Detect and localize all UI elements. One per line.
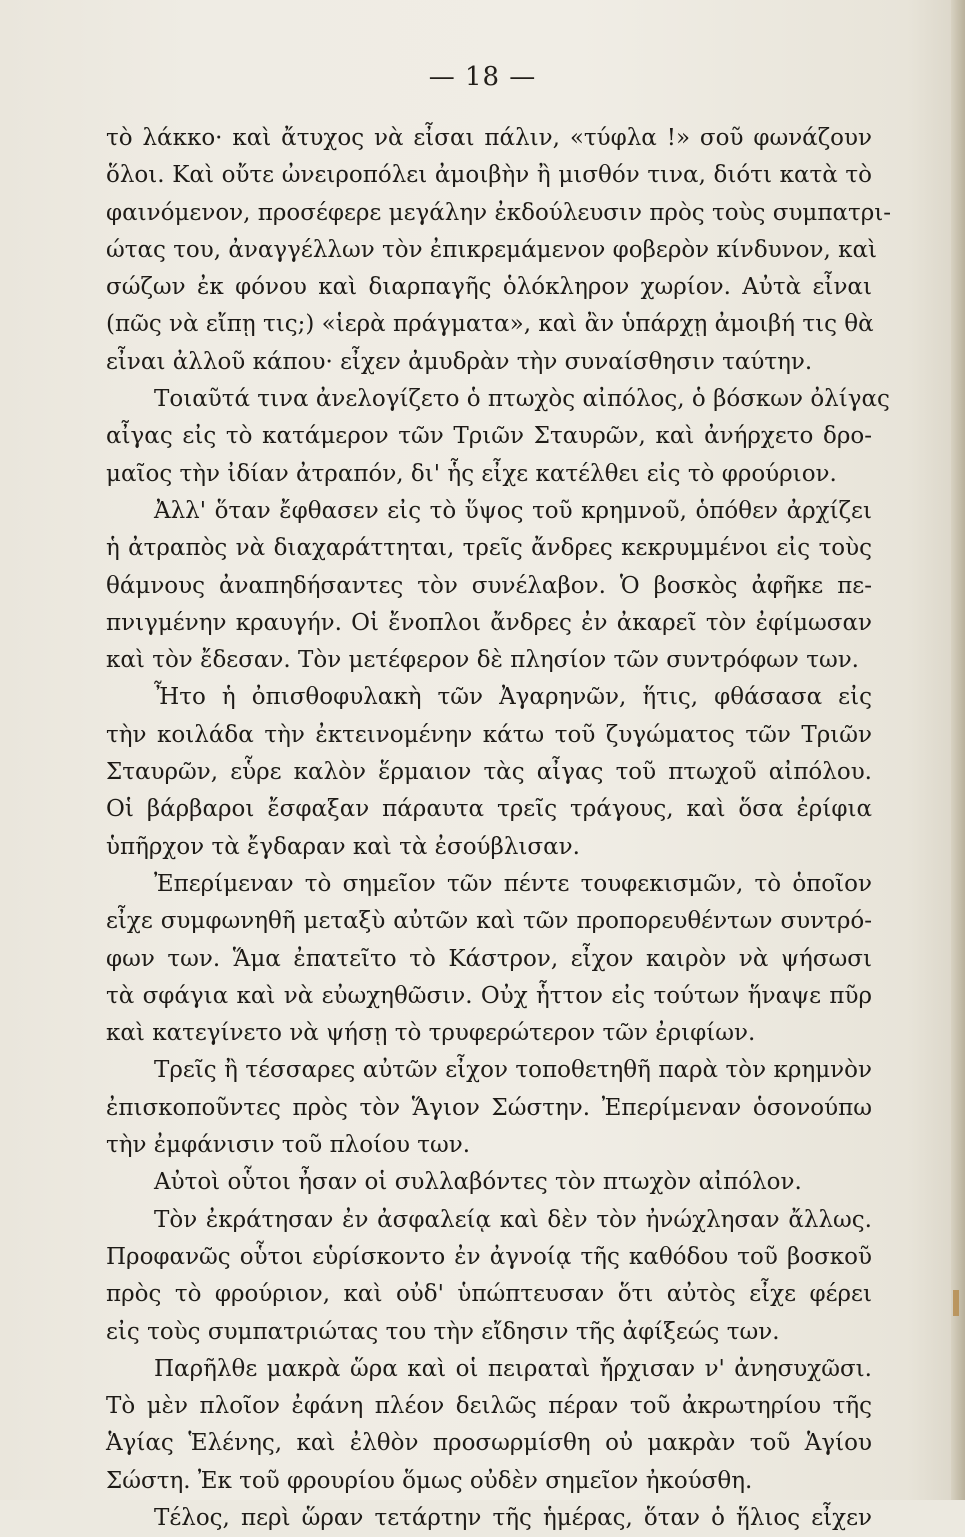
text-line: Τοιαῦτά τινα ἀνελογίζετο ὁ πτωχὸς αἰπόλος, ὁ βόσκων ὀλίγας <box>154 386 890 413</box>
text-line: Τέλος, περὶ ὥραν τετάρτην τῆς ἡμέρας, ὅταν ὁ ἥλιος εἶχεν <box>154 1504 872 1531</box>
text-line: Παρῆλθε μακρὰ ὥρα καὶ οἱ πειραταὶ ἤρχισαν ν' ἀνησυχῶσι. <box>154 1355 872 1382</box>
text-line: ἐπισκοποῦντες πρὸς τὸν Ἅγιον Σώστην. Ἐπερίμεναν ὁσονούπω <box>106 1094 872 1121</box>
text-line: Ἐπερίμεναν τὸ σημεῖον τῶν πέντε τουφεκισμῶν, τὸ ὁποῖον <box>154 870 872 897</box>
text-line: εἶναι ἀλλοῦ κάπου· εἶχεν ἀμυδρὰν τὴν συναίσθησιν ταύτην. <box>106 348 813 375</box>
edge-mark <box>953 1290 959 1316</box>
text-line: τὴν κοιλάδα τὴν ἐκτεινομένην κάτω τοῦ ζυγώματος τῶν Τριῶν <box>106 721 872 748</box>
text-line: ὑπῆρχον τὰ ἔγδαραν καὶ τὰ ἐσούβλισαν. <box>106 833 580 860</box>
text-line: καὶ τὸν ἔδεσαν. Τὸν μετέφερον δὲ πλησίον τῶν συντρόφων των. <box>106 647 859 674</box>
text-line: Ἁγίας Ἑλένης, καὶ ἐλθὸν προσωρμίσθη οὐ μακρὰν τοῦ Ἁγίου <box>106 1430 872 1457</box>
page-edge <box>951 0 965 1500</box>
text-line: καὶ κατεγίνετο νὰ ψήσῃ τὸ τρυφερώτερον τῶν ἐριφίων. <box>106 1020 756 1047</box>
text-line: (πῶς νὰ εἴπῃ τις;) «ἱερὰ πράγματα», καὶ ἂν ὑπάρχῃ ἀμοιβή τις θὰ <box>106 311 874 338</box>
text-line: τὴν ἐμφάνισιν τοῦ πλοίου των. <box>106 1132 471 1159</box>
text-line: πνιγμένην κραυγήν. Οἱ ἔνοπλοι ἄνδρες ἐν ἀκαρεῖ τὸν ἐφίμωσαν <box>106 609 872 636</box>
text-line: τὰ σφάγια καὶ νὰ εὐωχηθῶσιν. Οὐχ ἧττον εἰς τούτων ἥναψε πῦρ <box>106 982 872 1009</box>
text-line: εἰς τοὺς συμπατριώτας του τὴν εἴδησιν τῆς ἀφίξεώς των. <box>106 1318 780 1345</box>
text-line: Ἀλλ' ὅταν ἔφθασεν εἰς τὸ ὕψος τοῦ κρημνοῦ, ὁπόθεν ἀρχίζει <box>154 497 872 524</box>
text-line: Τὸν ἐκράτησαν ἐν ἀσφαλείᾳ καὶ δὲν τὸν ἠνώχλησαν ἄλλως. <box>154 1206 872 1233</box>
text-line: πρὸς τὸ φρούριον, καὶ οὐδ' ὑπώπτευσαν ὅτι αὐτὸς εἶχε φέρει <box>106 1281 872 1308</box>
text-line: Οἱ βάρβαροι ἔσφαξαν πάραυτα τρεῖς τράγους, καὶ ὅσα ἐρίφια <box>106 796 872 823</box>
text-line: Σώστη. Ἐκ τοῦ φρουρίου ὅμως οὐδὲν σημεῖον ἠκούσθη. <box>106 1467 753 1494</box>
text-line: Αὐτοὶ οὗτοι ἦσαν οἱ συλλαβόντες τὸν πτωχὸν αἰπόλον. <box>154 1169 802 1196</box>
body-text <box>106 120 892 1537</box>
text-line: ὅλοι. Καὶ οὔτε ὠνειροπόλει ἀμοιβὴν ἢ μισθόν τινα, διότι κατὰ τὸ <box>106 162 872 189</box>
text-line: ἡ ἀτραπὸς νὰ διαχαράττηται, τρεῖς ἄνδρες κεκρυμμένοι εἰς τοὺς <box>106 535 872 562</box>
text-line: μαῖος τὴν ἰδίαν ἀτραπόν, δι' ἧς εἶχε κατέλθει εἰς τὸ φρούριον. <box>106 460 837 487</box>
text-line: φων των. Ἅμα ἐπατεῖτο τὸ Κάστρον, εἶχον καιρὸν νὰ ψήσωσι <box>106 945 872 972</box>
text-line: σώζων ἐκ φόνου καὶ διαρπαγῆς ὁλόκληρον χωρίον. Αὐτὰ εἶναι <box>106 274 872 301</box>
text-line: Ἦτο ἡ ὀπισθοφυλακὴ τῶν Ἀγαρηνῶν, ἥτις, φθάσασα εἰς <box>154 684 872 711</box>
text-line: Τρεῖς ἢ τέσσαρες αὐτῶν εἶχον τοποθετηθῆ παρὰ τὸν κρημνὸν <box>154 1057 872 1084</box>
text-line: τὸ λάκκο· καὶ ἄτυχος νὰ εἶσαι πάλιν, «τύφλα !» σοῦ φωνάζουν <box>106 125 872 151</box>
text-line: Προφανῶς οὗτοι εὑρίσκοντο ἐν ἀγνοίᾳ τῆς καθόδου τοῦ βοσκοῦ <box>106 1243 872 1270</box>
text-line: θάμνους ἀναπηδήσαντες τὸν συνέλαβον. Ὁ βοσκὸς ἀφῆκε πε- <box>106 572 872 599</box>
text-line: αἶγας εἰς τὸ κατάμερον τῶν Τριῶν Σταυρῶν, καὶ ἀνήρχετο δρο- <box>106 423 872 450</box>
text-line: εἶχε συμφωνηθῆ μεταξὺ αὐτῶν καὶ τῶν προπορευθέντων συντρό- <box>106 908 872 935</box>
text-line: φαινόμενον, προσέφερε μεγάλην ἐκδούλευσιν πρὸς τοὺς συμπατρι- <box>106 199 892 226</box>
text-line: Σταυρῶν, εὗρε καλὸν ἕρμαιον τὰς αἶγας τοῦ πτωχοῦ αἰπόλου. <box>106 759 872 786</box>
text-line: ώτας του, ἀναγγέλλων τὸν ἐπικρεμάμενον φοβερὸν κίνδυνον, καὶ <box>106 236 878 263</box>
text-line: Τὸ μὲν πλοῖον ἐφάνη πλέον δειλῶς πέραν τοῦ ἀκρωτηρίου τῆς <box>106 1393 872 1420</box>
page-number: — 18 — <box>428 62 537 92</box>
